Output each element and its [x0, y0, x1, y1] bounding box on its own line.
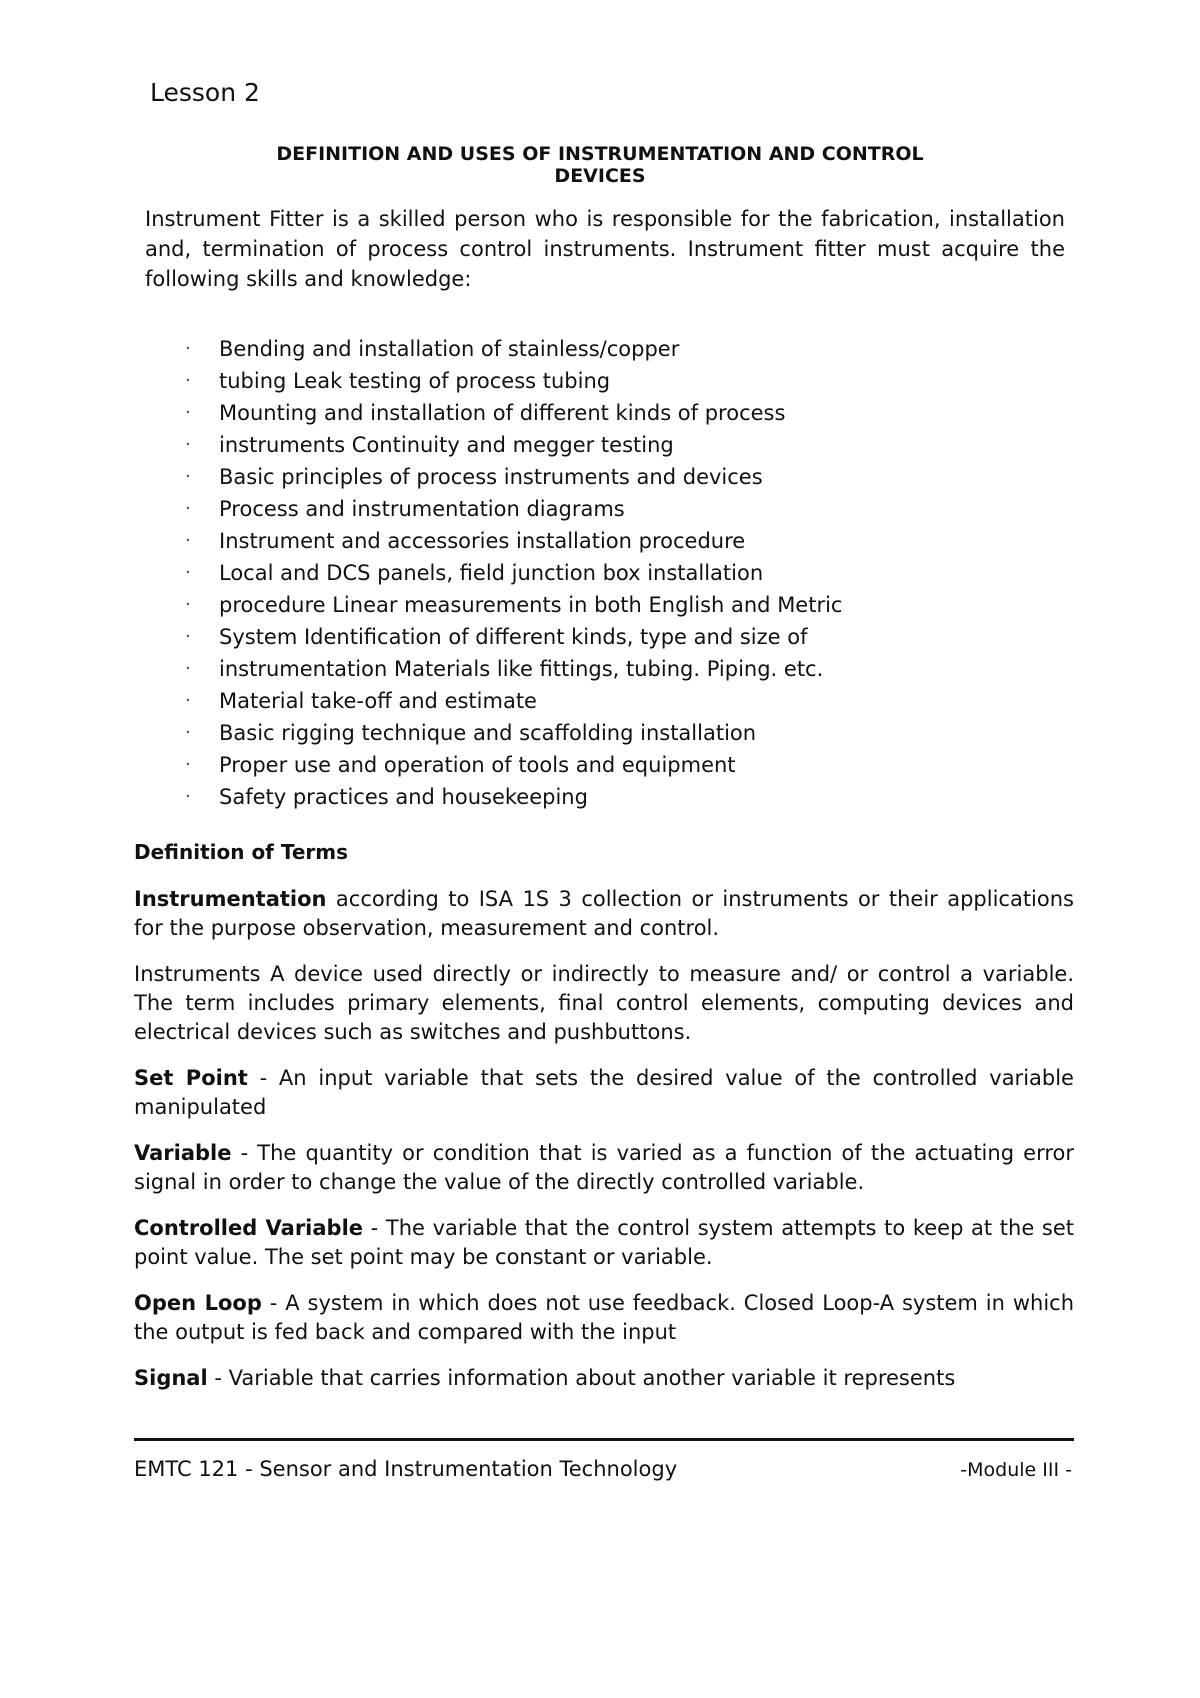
list-item: · instrumentation Materials like fittings, tubing. Piping. etc.	[185, 653, 1065, 685]
list-item: · procedure Linear measurements in both English and Metric	[185, 589, 1065, 621]
term-text: - The variable that the control system attempts to keep at the set point value. The set point may be constant or variable.	[134, 1216, 1074, 1269]
list-item: · Proper use and operation of tools and equipment	[185, 749, 1065, 781]
term-controlled-variable	[134, 1214, 1074, 1272]
terms-list	[134, 885, 1074, 1410]
term-text: - Variable that carries information about another variable it represents	[207, 1366, 956, 1390]
term-text: - A system in which does not use feedback. Closed Loop-A system in which the output is fed back and compared with the input	[134, 1291, 1075, 1344]
term-name: Open Loop	[134, 1291, 262, 1315]
term-instruments	[134, 960, 1074, 1047]
term-set-point	[134, 1064, 1074, 1122]
skills-list	[185, 333, 1065, 813]
list-item: · Instrument and accessories installation procedure	[185, 525, 1065, 557]
intro-paragraph: Instrument Fitter is a skilled person who is responsible for the fabrication, installation and, termination of process control instruments. Instrument fitter must acquire the following skills and knowledge:	[145, 207, 1065, 291]
page-title	[150, 143, 1050, 187]
list-item: · Safety practices and housekeeping	[185, 781, 1065, 813]
list-item: · Basic rigging technique and scaffolding installation	[185, 717, 1065, 749]
footer-course: EMTC 121 - Sensor and Instrumentation Technology	[134, 1457, 678, 1481]
page-title-line-2: DEVICES	[554, 165, 646, 187]
page-title-line-1: DEFINITION AND USES OF INSTRUMENTATION AND CONTROL	[276, 143, 924, 165]
term-instrumentation	[134, 885, 1074, 943]
term-signal	[134, 1364, 1074, 1393]
term-name: Signal	[134, 1366, 208, 1390]
term-variable	[134, 1139, 1074, 1197]
list-item: · Bending and installation of stainless/copper	[185, 333, 1065, 365]
list-item: · System Identification of different kinds, type and size of	[185, 621, 1065, 653]
list-item: · Basic principles of process instruments and devices	[185, 461, 1065, 493]
term-text: according to ISA 1S 3 collection or instruments or their applications for the purpose observation, measurement and control.	[134, 887, 1074, 940]
terms-heading: Definition of Terms	[134, 840, 349, 864]
term-name: Variable	[134, 1141, 232, 1165]
footer-divider	[134, 1438, 1074, 1441]
list-item: · instruments Continuity and megger testing	[185, 429, 1065, 461]
term-text: Instruments A device used directly or indirectly to measure and/ or control a variable. The term includes primary elements, final control elements, computing devices and electrical devices such as switches and pushbuttons.	[134, 962, 1074, 1044]
term-name: Controlled Variable	[134, 1216, 364, 1240]
list-item: · Process and instrumentation diagrams	[185, 493, 1065, 525]
list-item: · Material take-off and estimate	[185, 685, 1065, 717]
list-item: · Mounting and installation of different kinds of process	[185, 397, 1065, 429]
footer-module: -Module III -	[960, 1459, 1072, 1481]
lesson-label: Lesson 2	[150, 78, 260, 107]
term-name: Set Point	[134, 1066, 248, 1090]
list-item: · Local and DCS panels, field junction box installation	[185, 557, 1065, 589]
term-text: - The quantity or condition that is varied as a function of the actuating error signal in order to change the value of the directly controlled variable.	[134, 1141, 1074, 1194]
term-name: Instrumentation	[134, 887, 327, 911]
term-text: - An input variable that sets the desired value of the controlled variable manipulated	[134, 1066, 1074, 1119]
list-item: · tubing Leak testing of process tubing	[185, 365, 1065, 397]
term-open-loop	[134, 1289, 1074, 1347]
